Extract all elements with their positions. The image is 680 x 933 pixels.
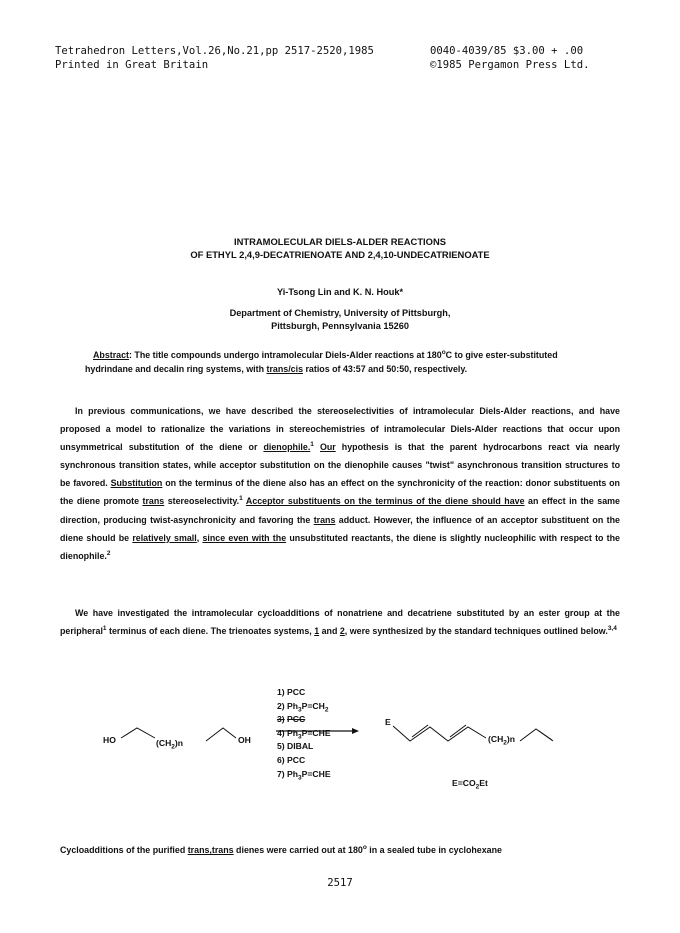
reference-3-4: 3,4 <box>607 625 617 633</box>
reference-1: 1 <box>310 441 314 449</box>
abstract: Abstract: The title compounds undergo intramolecular Diels-Alder reactions at 180$^o$C to give ester-substituted hydrindane and decalin ring systems, with trans/cis ratios of 43:57 and 50:50, respectively. <box>85 349 558 374</box>
body-paragraph-2: We have investigated the intramolecular cycloadditions of nonatriene and decatriene substituted by an ester group at the peripheral$^1$ terminus of each diene. The trienoates systems, 1 and 2, were synthesized by the standard techniques outlined below.$^{3,4}$ <box>60 608 620 637</box>
step-6: 6) PCC <box>277 754 306 765</box>
e-definition: $E=CO_2Et$ <box>452 778 488 791</box>
citation-line-1: Tetrahedron Letters,Vol.26,No.21,pp 2517-2520,1985 <box>55 45 374 57</box>
step-7: 7) $Ph_3P=CHE$ <box>277 768 331 782</box>
product-e-label: E <box>385 717 391 727</box>
step-1: 1) PCC <box>277 687 306 697</box>
product-chain-label: $(CH_2)n$ <box>488 734 516 747</box>
step-3: 3) PCC <box>277 714 306 725</box>
reactant-oh-label: OH <box>238 735 251 745</box>
reference-2: 2 <box>106 549 111 557</box>
copyright-line: ©1985 Pergamon Press Ltd. <box>430 59 590 71</box>
step-5: 5) DIBAL <box>277 741 314 752</box>
reactant-chain-label: $(CH_2)n$ <box>156 738 184 751</box>
step-4: 4) $Ph_3P=CHE$ <box>277 727 331 741</box>
citation-line-2: Printed in Great Britain <box>55 59 209 71</box>
issn-price: 0040-4039/85 $3.00 + .00 <box>430 45 584 57</box>
affiliation-line-1: Department of Chemistry, University of Pittsburgh, <box>229 308 451 318</box>
compound-1: 1 <box>314 626 320 637</box>
authors: Yi-Tsong Lin and K. N. Houk* <box>276 287 404 297</box>
reference-1b: 1 <box>239 495 243 503</box>
body-continuation: Cycloadditions of the purified trans,trans dienes were carried out at 180$^o$ in a sealed tube in cyclohexane <box>60 844 502 855</box>
reactant-ho-label: HO <box>103 735 116 745</box>
page-number: 2517 <box>327 877 353 889</box>
paper-title-line-1: INTRAMOLECULAR DIELS-ALDER REACTIONS <box>234 236 446 247</box>
body-paragraph-1: In previous communications, we have described the stereoselectivities of intramolecular Diels-Alder reactions, and have proposed a model to rationalize the variations in stereochemistries of intramolecular Diels-Alder reactions that occur upon unsymmetrical substitution of the diene or dienophile.$^1$ Our hypothesis is that the parent hydrocarbons react via nearly synchronous transition states, while acceptor substitution on the dienophile causes "twist" asynchronous transition structures to be favored. Substitution on the terminus of the diene also has an effect on the synchronicity of the reaction: donor substituents on the diene promote trans stereoselectivity.$^1$ Acceptor substituents on the terminus of the diene should have an effect in the same direction, producing twist-asynchronicity and favoring the trans adduct. However, the influence of an acceptor substituent on the diene should be relatively small, since even with the unsubstituted reactants, the diene is slightly nucleophilic with respect to the dienophile.$^2$ <box>60 406 620 561</box>
step-2: 2) $Ph_3P=CH_2$ <box>277 700 329 714</box>
abstract-label: Abstract <box>93 350 130 360</box>
paper-title-line-2: OF ETHYL 2,4,9-DECATRIENOATE AND 2,4,10-UNDECATRIENOATE <box>190 249 490 260</box>
affiliation-line-2: Pittsburgh, Pennsylvania 15260 <box>271 321 409 331</box>
compound-2: 2 <box>339 626 345 637</box>
